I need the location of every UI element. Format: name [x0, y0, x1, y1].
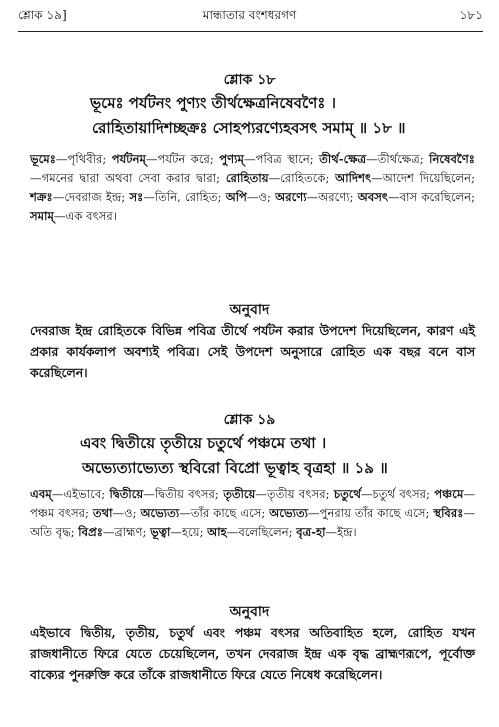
synonym-word: অভ্যেত্য	[269, 506, 309, 520]
synonym-word: পুণ্যম্	[219, 152, 244, 166]
synonym-word: অরণ্যে	[275, 190, 307, 204]
verse-19-line-2: অভ্যেত্যাভ্যেত্য স্থবিরো বিপ্রো ভূত্বাহ বৃত্রহা ॥ ১৯ ॥	[82, 459, 388, 477]
synonym-meaning: —তৃতীয় বৎসর;	[255, 487, 334, 501]
synonym-word: আদিশৎ	[335, 171, 372, 185]
synonym-meaning: —তীর্থক্ষেত্র;	[366, 152, 430, 166]
synonym-meaning: —তিনি, রোহিত;	[143, 190, 226, 204]
synonym-word: নিষেবণৈঃ	[429, 152, 475, 166]
synonym-meaning: —বাস করেছিলেন;	[388, 190, 476, 204]
verse-19-synonyms	[30, 485, 475, 542]
verse-19-line-1: এবং দ্বিতীয়ে তৃতীয়ে চতুর্থে পঞ্চমে তথা ।	[80, 434, 327, 452]
header-page-number: ১৮১	[459, 8, 483, 22]
synonym-word: এবম্	[30, 487, 52, 501]
synonym-word: শক্রঃ	[30, 190, 53, 204]
synonym-meaning: —হয়ে;	[170, 525, 208, 539]
synonym-meaning: —দ্বিতীয় বৎসর;	[143, 487, 224, 501]
synonym-meaning: —গমনের দ্বারা অথবা সেবা করার দ্বারা;	[30, 171, 226, 185]
synonym-word: সমাম্	[30, 209, 54, 223]
synonym-word: স্থবিরঃ	[433, 506, 464, 520]
synonym-word: অপি	[225, 190, 247, 204]
verse-18-synonyms	[30, 150, 475, 226]
synonym-meaning: —ব্রাহ্মণ;	[102, 525, 151, 539]
synonym-word: চতুর্থে	[333, 487, 361, 501]
synonym-word: রোহিতায়	[225, 171, 269, 185]
header-chapter-title: মান্ধাতার বংশধরগণ	[202, 8, 297, 22]
synonym-word: আহ	[207, 525, 227, 539]
synonym-meaning: —এইভাবে;	[51, 487, 110, 501]
synonym-meaning: —অরণ্যে;	[306, 190, 358, 204]
synonym-meaning: —দেবরাজ ইন্দ্র;	[52, 190, 130, 204]
synonym-meaning: —ও;	[112, 506, 141, 520]
verse-19-heading: শ্লোক ১৯	[223, 412, 276, 428]
synonym-meaning: —পঞ্চম বৎসর;	[30, 487, 475, 520]
synonym-meaning: —চতুর্থ বৎসর;	[360, 487, 435, 501]
verse-18-line-2: রোহিতায়াদিশচ্ছক্রঃ সোহপ্যরণ্যেহবসৎ সমাম্ ॥ ১৮ ॥	[92, 119, 406, 137]
header-rule	[18, 31, 483, 32]
translation-text: এইভাবে দ্বিতীয়, তৃতীয়, চতুর্থ এবং পঞ্চম বৎসর অতিবাহিত হলে, রোহিত যখন রাজধানীতে ফিরে যেতে চেয়েছিলেন, তখন দেবরাজ ইন্দ্র এক বৃদ্ধ ব্রাহ্মণরূপে, পূর্বোক্ত বাক্যের পুনরুক্তি করে তাঁকে রাজধানীতে ফিরে যেতে নিষেধ করেছিলেন।	[30, 625, 475, 682]
verse-18-line-1: ভূমেঃ পর্যটনং পুণ্যং তীর্থক্ষেত্রনিষেবণৈঃ ।	[90, 94, 336, 112]
synonym-meaning: —রোহিতকে;	[268, 171, 336, 185]
synonym-meaning: —পর্যটন করে;	[145, 152, 220, 166]
synonym-word: ভূমেঃ	[30, 152, 56, 166]
verse-19-translation	[30, 622, 475, 685]
synonym-word: পঞ্চমে	[434, 487, 464, 501]
synonym-word: দ্বিতীয়ে	[109, 487, 144, 501]
verse-18-translation	[30, 320, 475, 383]
synonym-word: অভ্যেত্য	[140, 506, 180, 520]
synonym-meaning: —ইন্দ্র।	[325, 525, 357, 539]
synonym-meaning: —অতি বৃদ্ধ;	[30, 506, 475, 539]
synonym-meaning: —ও;	[246, 190, 276, 204]
synonym-meaning: —এক বৎসর।	[53, 209, 117, 223]
synonym-word: ভূত্বা	[150, 525, 171, 539]
synonym-paragraph	[30, 485, 475, 542]
synonym-word: পর্যটনম্	[111, 152, 146, 166]
verse-18-translation-heading: অনুবাদ	[229, 302, 270, 318]
synonym-word: বিপ্রঃ	[78, 525, 103, 539]
synonym-meaning: —পবিত্র স্থানে;	[243, 152, 320, 166]
synonym-meaning: —বলেছিলেন;	[226, 525, 297, 539]
synonym-word: সঃ	[129, 190, 144, 204]
synonym-meaning: —তাঁর কাছে এসে;	[179, 506, 270, 520]
translation-text: দেবরাজ ইন্দ্র রোহিতকে বিভিন্ন পবিত্র তীর্থে পর্যটন করার উপদেশ দিয়েছিলেন, কারণ এই প্রকার কার্যকলাপ অবশ্যই পবিত্র। সেই উপদেশ অনুসারে রোহিত এক বছর বনে বাস করেছিলেন।	[30, 323, 475, 380]
synonym-word: অবসৎ	[357, 190, 389, 204]
header-verse-ref: শ্লোক ১৯]	[18, 8, 67, 22]
running-header	[0, 7, 499, 27]
synonym-paragraph	[30, 150, 475, 226]
synonym-word: তৃতীয়ে	[223, 487, 256, 501]
verse-18-heading: শ্লোক ১৮	[223, 72, 276, 88]
synonym-meaning: —পুনরায় তাঁর কাছে এসে;	[308, 506, 434, 520]
synonym-word: বৃত্র-হা	[296, 525, 326, 539]
synonym-meaning: —পৃথিবীর;	[55, 152, 112, 166]
synonym-meaning: —আদেশ দিয়েছিলেন;	[371, 171, 476, 185]
verse-19-translation-heading: অনুবাদ	[229, 604, 270, 620]
synonym-word: তথা	[92, 506, 113, 520]
synonym-word: তীর্থ-ক্ষেত্র	[319, 152, 367, 166]
